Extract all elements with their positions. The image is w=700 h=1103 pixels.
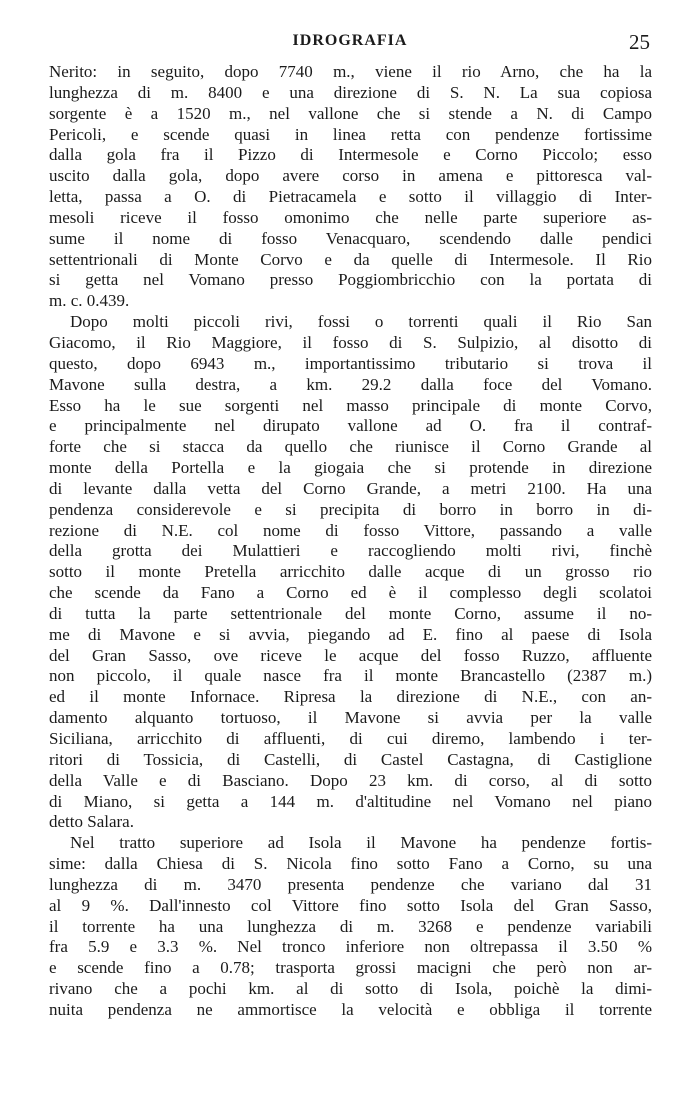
text-line: ed il monte Infornace. Ripresa la direzione di N.E., con an- <box>49 687 652 707</box>
text-line: Nel tratto superiore ad Isola il Mavone ha pendenze fortis- <box>70 833 652 853</box>
text-line: del Gran Sasso, ove riceve le acque del fosso Ruzzo, affluente <box>49 645 652 665</box>
text-line: sume il nome di fosso Venacquaro, scendendo dalle pendici <box>49 228 652 248</box>
text-line: sorgente è a 1520 m., nel vallone che si stende a N. di Campo <box>49 103 652 123</box>
text-line: questo, dopo 6943 m., importantissimo tributario si trova il <box>49 353 652 373</box>
text-line: non piccolo, il quale nasce fra il monte Brancastello (2387 m.) <box>49 666 652 686</box>
text-line: rivano che a pochi km. al di sotto di Isola, poichè la dimi- <box>49 979 652 999</box>
text-line: damento alquanto tortuoso, il Mavone si avvia per la valle <box>49 708 652 728</box>
text-line: Mavone sulla destra, a km. 29.2 dalla foce del Vomano. <box>49 374 652 394</box>
text-line: m. c. 0.439. <box>49 291 130 311</box>
text-line: mesoli riceve il fosso omonimo che nelle parte superiore as- <box>49 207 652 227</box>
text-line: uscito dalla gola, dopo avere corso in amena e pittoresca val- <box>49 166 652 186</box>
text-line: al 9 %. Dall'innesto col Vittore fino sotto Isola del Gran Sasso, <box>49 895 652 915</box>
text-line: Giacomo, il Rio Maggiore, il fosso di S. Sulpizio, al disotto di <box>49 332 652 352</box>
text-line: dalla gola fra il Pizzo di Intermesole e Corno Piccolo; esso <box>49 145 652 165</box>
text-line: lunghezza di m. 3470 presenta pendenze che variano dal 31 <box>49 874 652 894</box>
text-line: di levante dalla vetta del Corno Grande, a metri 2100. Ha una <box>49 478 652 498</box>
body-text <box>49 62 652 1021</box>
text-line: detto Salara. <box>49 812 134 832</box>
text-line: me di Mavone e si avvia, piegando ad E. fino al paese di Isola <box>49 624 652 644</box>
text-line: e principalmente nel dirupato vallone ad O. fra il contraf- <box>49 416 652 436</box>
text-line: Siciliana, arricchito di affluenti, di cui diremo, lambendo i ter- <box>49 729 652 748</box>
text-line: monte della Portella e la giogaia che si protende in direzione <box>49 458 652 478</box>
text-line: settentrionali di Monte Corvo e da quelle di Intermesole. Il Rio <box>49 249 652 269</box>
text-line: di tutta la parte settentrionale del monte Corno, assume il no- <box>49 603 652 623</box>
text-line: rezione di N.E. col nome di fosso Vittore, passando a valle <box>49 520 652 540</box>
text-line: sotto il monte Pretella arricchito dalle acque di un grosso rio <box>49 562 652 582</box>
text-line: che scende da Fano a Corno ed è il complesso degli scolatoi <box>49 583 652 603</box>
text-line: fra 5.9 e 3.3 %. Nel tronco inferiore non oltrepassa il 3.50 % <box>49 937 652 957</box>
page-number: 25 <box>629 30 650 54</box>
text-line: della grotta dei Mulattieri e raccogliendo molti rivi, finchè <box>49 541 652 561</box>
text-line: pendenza considerevole e si precipita di borro in borro in di- <box>49 499 652 519</box>
text-line: Dopo molti piccoli rivi, fossi o torrenti quali il Rio San <box>70 312 652 332</box>
text-line: nuita pendenza ne ammortisce la velocità e obbliga il torrente <box>49 999 652 1019</box>
text-line: Nerito: in seguito, dopo 7740 m., viene il rio Arno, che ha la <box>49 62 652 81</box>
text-line: letta, passa a O. di Pietracamela e sotto il villaggio di Inter- <box>49 187 652 207</box>
text-line: della Valle e di Basciano. Dopo 23 km. di corso, al di sotto <box>49 770 652 790</box>
text-line: forte che si stacca da quello che riunisce il Corno Grande al <box>49 437 652 457</box>
text-line: e scende fino a 0.78; trasporta grossi macigni che però non ar- <box>49 958 652 978</box>
page-header <box>0 30 700 54</box>
running-title: IDROGRAFIA <box>292 32 408 49</box>
text-line: si getta nel Vomano presso Poggiombricchio con la portata di <box>49 270 652 290</box>
text-line: di Miano, si getta a 144 m. d'altitudine nel Vomano nel piano <box>49 791 652 811</box>
text-line: Esso ha le sue sorgenti nel masso principale di monte Corvo, <box>49 395 652 415</box>
text-line: sime: dalla Chiesa di S. Nicola fino sotto Fano a Corno, su una <box>49 854 652 874</box>
text-line: Pericoli, e scende quasi in linea retta con pendenze fortissime <box>49 124 652 144</box>
text-line: ritori di Tossicia, di Castelli, di Castel Castagna, di Castiglione <box>49 749 652 769</box>
text-line: il torrente ha una lunghezza di m. 3268 e pendenze variabili <box>49 916 652 936</box>
text-line: lunghezza di m. 8400 e una direzione di S. N. La sua copiosa <box>49 82 652 102</box>
